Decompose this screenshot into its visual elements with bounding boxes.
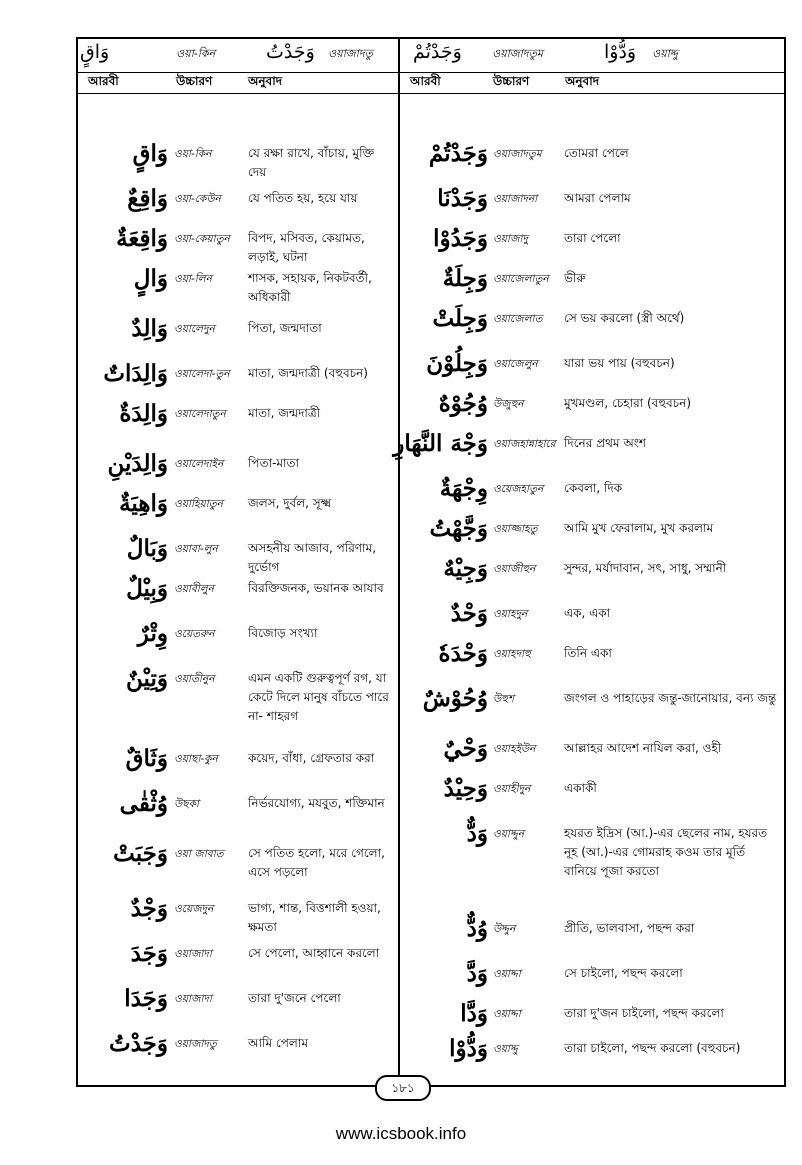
meaning: তারা পেলো <box>564 231 621 245</box>
meaning: বিজোড় সংখ্যা <box>248 626 318 640</box>
meaning: আমি পেলাম <box>248 1036 309 1050</box>
arabic-word: وَجَدَ <box>130 940 168 967</box>
pronunciation: ওয়া জাবাত <box>174 848 224 860</box>
running-head-left-arabic-2: وَجَدْتُ <box>266 41 315 63</box>
column-header-meaning: অনুবাদ <box>248 74 283 88</box>
arabic-word: وَدَّ <box>466 960 488 987</box>
pronunciation: ওয়াহদুন <box>493 608 528 620</box>
pronunciation: ওয়াতীনুন <box>174 673 215 685</box>
pronunciation: ওয়াজাদা <box>174 948 212 960</box>
arabic-word: وَالِدَةٌ <box>119 400 168 427</box>
arabic-word: وَتِيْنٌ <box>126 665 168 692</box>
pronunciation: ওয়েতরুন <box>174 628 215 640</box>
arabic-word: وُثْقٰى <box>119 790 168 817</box>
arabic-word: وَجِلُوْنَ <box>426 350 488 377</box>
meaning: হযরত ইদ্রিস (আ.)-এর ছেলের নাম, হযরত নূহ (আ.)-এর গোমরাহ কওম তার মূর্তি বানিয়ে পূজা করতো <box>564 826 768 878</box>
column-header-arabic: আরবী <box>88 74 119 88</box>
meaning: সে পেলো, আহ্বানে করলো <box>248 946 380 960</box>
pronunciation: উজুহুন <box>493 398 524 410</box>
pronunciation: ওয়াজেলাত <box>493 313 543 325</box>
arabic-word: وَجَدْنَا <box>437 185 488 212</box>
pronunciation: উছকা <box>174 798 199 810</box>
running-head-right-translit-2: ওয়াদ্দু <box>652 47 678 60</box>
pronunciation: ওয়াদ্দু <box>493 1043 518 1055</box>
meaning: জলস, দুর্বল, সূক্ষ্ম <box>248 496 332 510</box>
meaning: সে চাইলো, পছন্দ করলো <box>564 966 683 980</box>
running-head <box>78 39 784 73</box>
arabic-word: وَدُّوْا <box>449 1035 488 1062</box>
meaning: বিরক্তিজনক, ভয়ানক আযাব <box>248 581 384 595</box>
pronunciation: ওয়াবা-লুন <box>174 543 218 555</box>
pronunciation: ওয়াবীলুন <box>174 583 214 595</box>
arabic-word: وَحْدٌ <box>450 600 488 627</box>
pronunciation: ওয়েজহাতুন <box>493 483 544 495</box>
meaning: আল্লাহর আদেশ নাযিল করা, ওহী <box>564 741 722 755</box>
running-head-left-translit-2: ওয়াজাদতু <box>328 47 373 60</box>
column-header-arabic-right: আরবী <box>410 74 441 88</box>
arabic-word: وَحْيٌ <box>443 735 488 762</box>
meaning: মুখমণ্ডল, চেহারা (বহুবচন) <box>564 396 691 410</box>
arabic-word: وَجِيْهٌ <box>443 555 488 582</box>
pronunciation: ওয়াছা-কুন <box>174 753 218 765</box>
arabic-word: وَحِيْدٌ <box>443 775 488 802</box>
pronunciation: উহুশ <box>493 693 515 705</box>
arabic-word: وَجِلَةٌ <box>442 265 488 292</box>
arabic-word: وَاقٍ <box>132 140 168 167</box>
meaning: সে পতিত হলো, মরে গেলো, এসে পড়লো <box>248 846 385 879</box>
arabic-word: وَجَّهْتُ <box>429 515 488 542</box>
arabic-word: وَالِدٌ <box>131 315 168 342</box>
pronunciation: ওয়াদ্দা <box>493 1008 521 1020</box>
pronunciation: ওয়াজ্জাহতু <box>493 523 538 535</box>
pronunciation: ওয়ালেদাতুন <box>174 408 226 420</box>
pronunciation: ওয়াজহান্নাহারে <box>493 438 556 450</box>
pronunciation: ওয়েজদুন <box>174 903 214 915</box>
running-head-right-arabic-2: وَدُّوْا <box>604 41 637 63</box>
pronunciation: ওয়া-কেউন <box>174 193 221 205</box>
pronunciation: ওয়াহইউন <box>493 743 536 755</box>
pronunciation: ওয়ালেদুন <box>174 323 215 335</box>
pronunciation: ওয়াহদাহু <box>493 648 531 660</box>
arabic-word: وَبِيْلٌ <box>126 575 168 602</box>
meaning: দিনের প্রথম অংশ <box>564 436 647 450</box>
meaning: তারা দু'জন চাইলো, পছন্দ করলো <box>564 1006 724 1020</box>
meaning: এমন একটি গুরুত্বপূর্ণ রগ, যা কেটে দিলে মানুষ বাঁচতে পারে না- শাহরগ <box>248 671 389 723</box>
meaning: প্রীতি, ভালবাসা, পছন্দ করা <box>564 921 695 935</box>
dictionary-page <box>76 37 786 1087</box>
arabic-word: وَاهِيَةٌ <box>119 490 168 517</box>
running-head-left-translit-1: ওয়া-কিন <box>176 47 216 60</box>
meaning: কেবলা, দিক <box>564 481 623 495</box>
pronunciation: ওয়ালেদাইন <box>174 458 224 470</box>
meaning: সুন্দর, মর্যাদাবান, সৎ, সাধু, সম্মানী <box>564 561 727 575</box>
meaning: সে ভয় করলো (স্ত্রী অর্থে) <box>564 311 685 325</box>
pronunciation: ওয়াহিয়াতুন <box>174 498 223 510</box>
pronunciation: ওয়াজাদা <box>174 993 212 1005</box>
meaning: তিনি একা <box>564 646 612 660</box>
pronunciation: ওয়াজাদনা <box>493 193 538 205</box>
arabic-word: وَجَدَا <box>124 985 168 1012</box>
arabic-word: وُحُوْشٌ <box>422 685 488 712</box>
meaning: পিতা, জন্মদাতা <box>248 321 322 335</box>
meaning: যারা ভয় পায় (বহুবচন) <box>564 356 675 370</box>
arabic-word: وُجُوْهٌ <box>438 390 488 417</box>
pronunciation: ওয়াজাদতু <box>174 1038 217 1050</box>
meaning: জংগল ও পাহাড়ের জন্তু-জানোয়ার, বন্য জন্তু <box>564 691 777 705</box>
meaning: নির্ভরযোগ্য, মযবুত, শক্তিমান <box>248 796 385 810</box>
meaning: মাতা, জন্মদাত্রী (বহুবচন) <box>248 366 368 380</box>
meaning: আমরা পেলাম <box>564 191 631 205</box>
meaning: তোমরা পেলে <box>564 146 629 160</box>
pronunciation: ওয়াদ্দুন <box>493 828 524 840</box>
arabic-word: وَالِدَيْنِ <box>107 450 168 477</box>
pronunciation: উদ্দুন <box>493 923 516 935</box>
pronunciation: ওয়াজেলুন <box>493 358 538 370</box>
arabic-word: وَالِدَاتٌ <box>103 360 168 387</box>
pronunciation: ওয়া-কিন <box>174 148 212 160</box>
pronunciation: ওয়ালেদা-তুন <box>174 368 230 380</box>
arabic-word: وِتْرٌ <box>137 620 168 647</box>
arabic-word: وَدٌّ <box>466 820 488 847</box>
arabic-word: وَاقِعٌ <box>127 185 168 212</box>
meaning: তারা চাইলো, পছন্দ করলো (বহুবচন) <box>564 1041 741 1055</box>
arabic-word: وَدَّا <box>460 1000 488 1027</box>
pronunciation: ওয়াজাদু <box>493 233 528 245</box>
arabic-word: وَحْدَهٗ <box>438 640 488 667</box>
arabic-word: وَجِلَتْ <box>432 305 488 332</box>
arabic-word: وَجَبَتْ <box>113 840 168 867</box>
meaning: ভাগ্য, শান্ত, বিত্তশালী হওয়া, ক্ষমতা <box>248 901 381 934</box>
meaning: যে পতিত হয়, হয়ে যায় <box>248 191 358 205</box>
pronunciation: ওয়াজেলাতুন <box>493 273 549 285</box>
arabic-word: وُدٌّ <box>466 915 488 942</box>
column-header-pronunciation-right: উচ্চারণ <box>493 74 530 88</box>
pronunciation: ওয়া-কেয়াতুন <box>174 233 230 245</box>
pronunciation: ওয়াদ্দা <box>493 968 521 980</box>
column-header-meaning-right: অনুবাদ <box>565 74 600 88</box>
pronunciation: ওয়াজীহুন <box>493 563 536 575</box>
arabic-word: وَبَالٌ <box>126 535 168 562</box>
meaning: মাতা, জন্মদাত্রী <box>248 406 321 420</box>
footer-url: www.icsbook.info <box>335 1124 467 1143</box>
running-head-right-arabic-1: وَجَدْتُمْ <box>413 41 462 63</box>
meaning: ভীরু <box>564 271 586 285</box>
meaning: তারা দু'জনে পেলো <box>248 991 341 1005</box>
running-head-right-translit-1: ওয়াজাদতুম <box>492 47 543 60</box>
meaning: একাকী <box>564 781 597 795</box>
meaning: যে রক্ষা রাখে, বাঁচায়, মুক্তি দেয় <box>248 146 375 179</box>
arabic-word: وَاقِعَةٌ <box>116 225 168 252</box>
arabic-word: وَثَاقٌ <box>125 745 168 772</box>
arabic-word: وِجْهَةٌ <box>439 475 488 502</box>
arabic-word: وَجَدُوْا <box>433 225 488 252</box>
meaning: শাসক, সহায়ক, নিকটবর্তী, অধিকারী <box>248 271 372 304</box>
running-head-left-arabic-1: وَاقٍ <box>80 41 110 63</box>
pronunciation: ওয়া-লিন <box>174 273 212 285</box>
pronunciation: ওয়াজাদতুম <box>493 148 542 160</box>
meaning: অসহনীয় আজাব, পরিণাম, দুর্ভোগ <box>248 541 377 574</box>
arabic-word: وَالٍ <box>133 265 168 292</box>
meaning: আমি মুখ ফেরালাম, মুখ করলাম <box>564 521 714 535</box>
arabic-word: وَجَدْتُمْ <box>428 140 488 167</box>
arabic-word: وَجْهَ النَّهَارِ <box>393 430 488 457</box>
meaning: এক, একা <box>564 606 611 620</box>
page-number: ১৮১ <box>375 1075 431 1101</box>
column-header-row <box>78 73 784 94</box>
pronunciation: ওয়াহীদুন <box>493 783 531 795</box>
arabic-word: وَجَدْتُ <box>108 1030 168 1057</box>
column-header-pronunciation: উচ্চারণ <box>176 74 213 88</box>
arabic-word: وَجْدٌ <box>130 895 168 922</box>
meaning: পিতা-মাতা <box>248 456 300 470</box>
meaning: কয়েদ, বাঁধা, গ্রেফতার করা <box>248 751 375 765</box>
meaning: বিপদ, মসিবত, কেয়ামত, লড়াই, ঘটনা <box>248 231 365 264</box>
